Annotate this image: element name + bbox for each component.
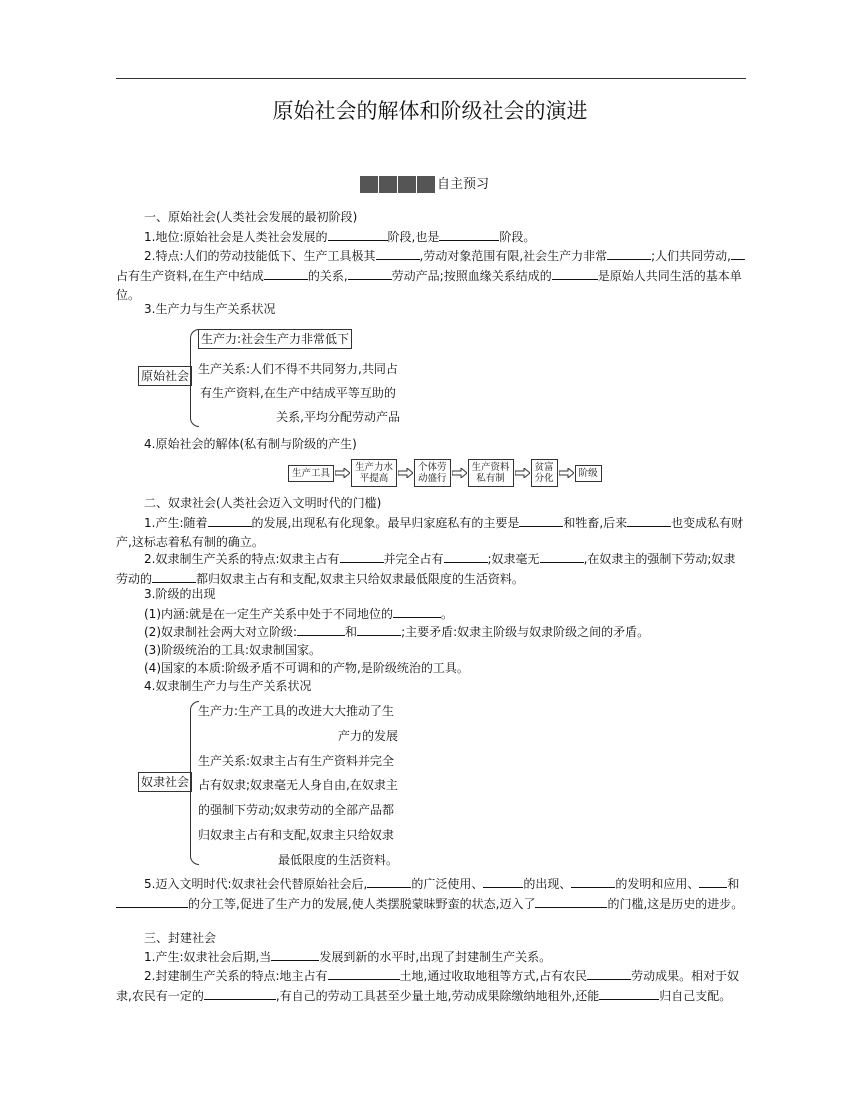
heading-block (360, 176, 378, 193)
arrow-icon (398, 468, 413, 478)
p2-item3-3: (3)阶级统治的工具:奴隶制国家。 (144, 643, 322, 657)
p2-item5: 5.迈入文明时代:奴隶社会代替原始社会后, 的广泛使用、 的出现、 的发明和应用、 和的分工等,促进了生产力的发展,使人类摆脱蒙昧野蛮的状态,迈入了 的门槛,这是历史的进步。 (116, 874, 746, 914)
page-title: 原始社会的解体和阶级社会的演进 (272, 99, 588, 123)
p2-item3: 3.阶级的出现 (144, 587, 216, 601)
diagram1-productivity: 生产力:社会生产力非常低下 (198, 329, 352, 349)
p2-item1: 1.产生:随着 的发展,出现私有化现象。最早归家庭私有的主要是 和牲畜,后来 也变成私有财产,这标志着私有制的确立。 (116, 513, 746, 552)
p3-item2: 2.封建制生产关系的特点:地主占有 土地,通过收取地租等方式,占有农民 劳动成果。相对于奴隶,农民有一定的 ,有自己的劳动工具甚至少量土地,劳动成果除缴纳地租外,还能 归自己支配。 (116, 966, 746, 1006)
part2-heading: 二、奴隶社会(人类社会迈入文明时代的门槛) (144, 496, 382, 510)
arrow-icon (559, 468, 574, 478)
p2-item4: 4.奴隶制生产力与生产关系状况 (144, 679, 312, 693)
p1-item3-text: 3.生产力与生产关系状况 (144, 302, 276, 316)
heading-block (379, 176, 397, 193)
p2-item3-4: (4)国家的本质:阶级矛盾不可调和的产物,是阶级统治的工具。 (144, 661, 469, 675)
flow-step: 生产工具 (288, 465, 334, 482)
part3-heading: 三、封建社会 (144, 931, 217, 945)
diagram1-relations: 生产关系:人们不得不共同努力,共同占 有生产资料,在生产中结成平等互助的 关系,平均分配劳动产品 (198, 362, 400, 424)
flow-step: 贫富 分化 (531, 459, 558, 487)
p2-item3-2: (2)奴隶制社会两大对立阶级: 和 ;主要矛盾:奴隶主阶级与奴隶阶级之间的矛盾。 (116, 622, 746, 642)
arrow-icon (452, 468, 467, 478)
diagram2-label: 奴隶社会 (138, 772, 192, 792)
section-heading-text: 自主预习 (437, 176, 490, 192)
arrow-icon (335, 468, 350, 478)
diagram2-text: 生产力:生产工具的改进大大推动了生 产力的发展 生产关系:奴隶主占有生产资料并完全 占有奴隶;奴隶毫无人身自由,在奴隶主 的强制下劳动;奴隶劳动的全部产品都 归奴隶主占有和支配,奴隶主只给奴隶 最低限度的生活资料。 (198, 704, 398, 867)
p1-item4: 4.原始社会的解体(私有制与阶级的产生) (144, 437, 357, 451)
flow-step: 生产资料 私有制 (468, 459, 514, 487)
heading-block (417, 176, 435, 193)
flow-step: 个体劳 动盛行 (414, 459, 451, 487)
heading-block (398, 176, 416, 193)
p2-item2: 2.奴隶制生产关系的特点:奴隶主占有 并完全占有 ;奴隶毫无 ,在奴隶主的强制下劳动;奴隶劳动的 都归奴隶主占有和支配,奴隶主只给奴隶最低限度的生活资料。 (116, 549, 746, 589)
p1-item2: 2.特点:人们的劳动技能低下、生产工具极其 ,劳动对象范围有限,社会生产力非常 ;人们共同劳动,占有生产资料,在生产中结成 的关系, 劳动产品;按照血缘关系结成的 是原始人共同生活的基本单位。 (116, 246, 746, 305)
section-heading (360, 175, 489, 193)
flow-step: 生产力水 平提高 (351, 459, 397, 487)
p2-item3-1: (1)内涵:就是在一定生产关系中处于不同地位的 。 (116, 604, 746, 624)
flow-diagram (288, 459, 602, 487)
flow-step: 阶级 (575, 465, 602, 482)
p1-item1: 1.地位:原始社会是人类社会发展的 阶段,也是 阶段。 (116, 227, 746, 247)
part1-heading: 一、原始社会(人类社会发展的最初阶段) (144, 210, 358, 224)
p3-item1: 1.产生:奴隶社会后期,当 发展到新的水平时,出现了封建制生产关系。 (116, 947, 746, 967)
diagram1-label: 原始社会 (138, 366, 192, 386)
top-rule (116, 78, 746, 79)
arrow-icon (515, 468, 530, 478)
